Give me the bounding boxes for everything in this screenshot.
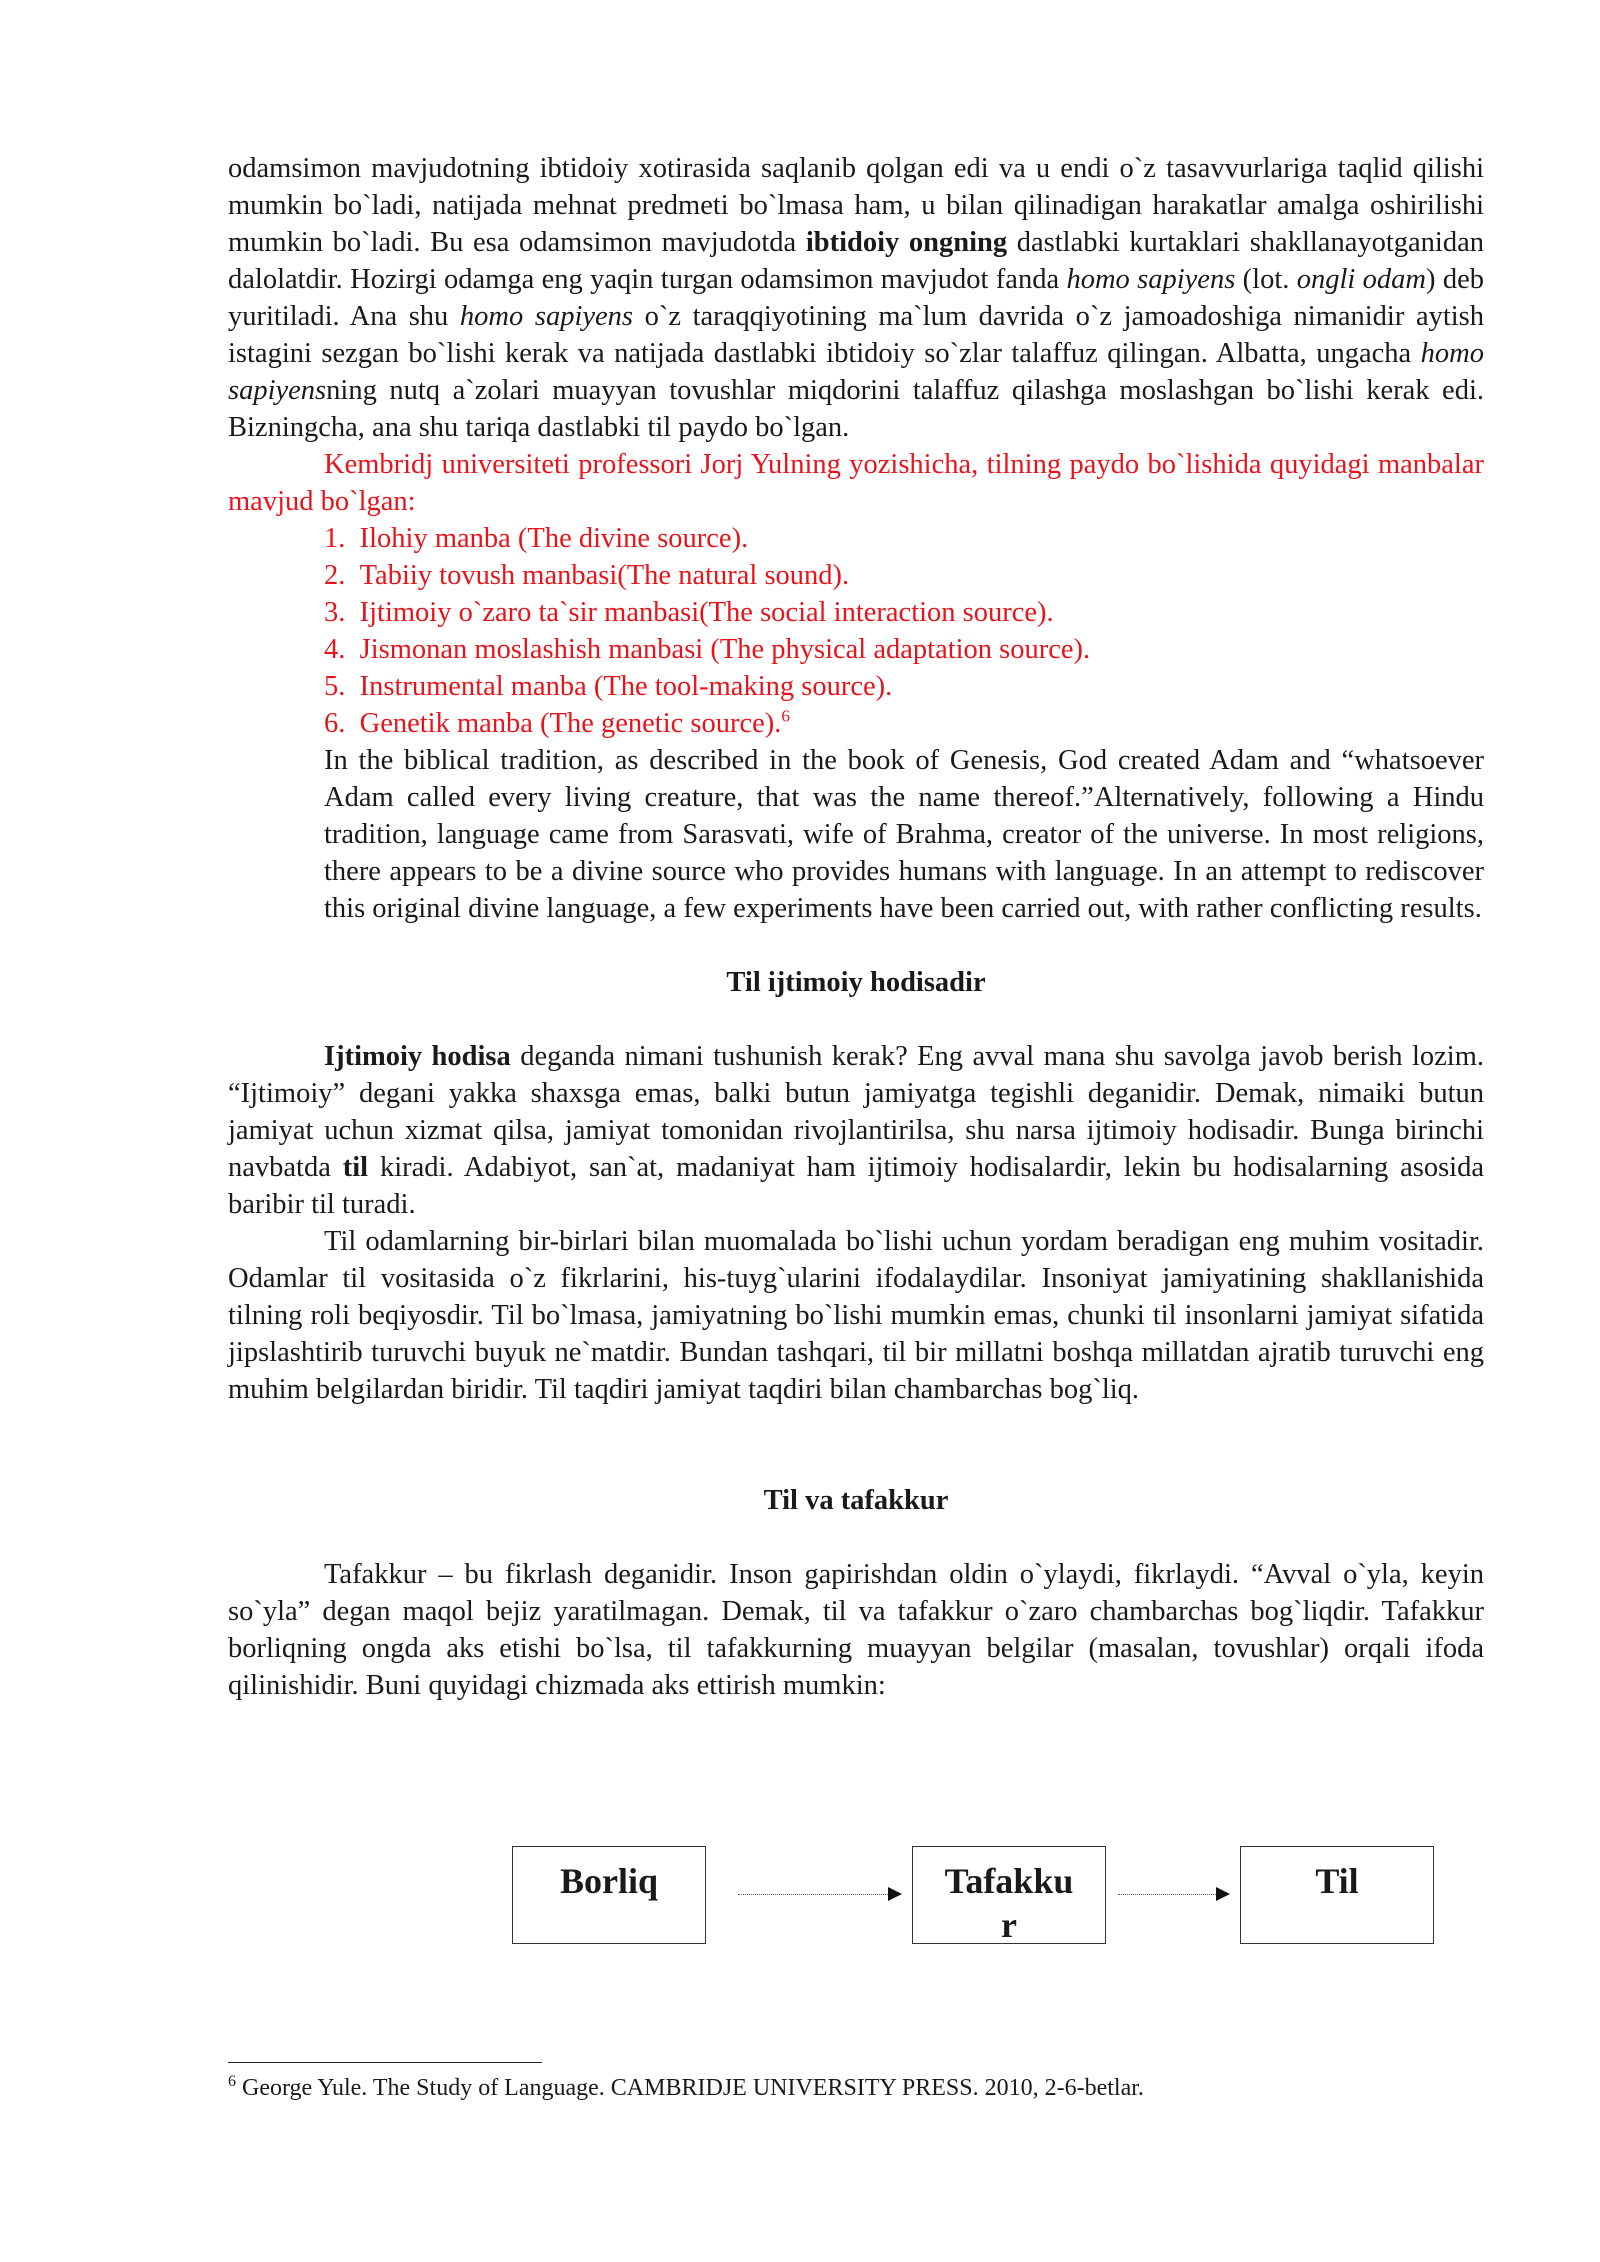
diagram-box-borliq: Borliq bbox=[512, 1846, 706, 1944]
section-heading-thought: Til va tafakkur bbox=[763, 1485, 949, 1516]
page-content bbox=[228, 150, 1485, 1945]
list-item: 6. Genetik manba (The genetic source).$^6$ bbox=[324, 706, 790, 739]
list-item: 3. Ijtimoiy o`zaro ta`sir manbasi(The social interaction source). bbox=[324, 597, 1054, 628]
list-item: 5. Instrumental manba (The tool-making source). bbox=[324, 671, 893, 702]
footnote-separator bbox=[228, 2062, 542, 2063]
flow-diagram bbox=[228, 1846, 1484, 1956]
diagram-box-tafakkur: Tafakku r bbox=[912, 1846, 1106, 1944]
list-item: 1. Ilohiy manba (The divine source). bbox=[324, 523, 749, 554]
paragraph-social-2: Til odamlarning bir-birlari bilan muomalada bo`lishi uchun yordam beradigan eng muhim vositadir. Odamlar til vositasida o`z fikrlarini, his-tuyg`ularini ifodalaydilar. Insoniyat jamiyatining shakllanishida tilning roli beqiyosdir. Til bo`lmasa, jamiyatning bo`lishi mumkin emas, chunki til insonlarni jamiyat sifatida jipslashtirib turuvchi buyuk ne`matdir. Bundan tashqari, til bir millatni boshqa millatdan ajratib turuvchi eng muhim belgilardan biridir. Til taqdiri jamiyat taqdiri bilan chambarchas bog`liq. bbox=[228, 1226, 1484, 1405]
arrow-icon bbox=[738, 1894, 900, 1897]
list-item: 2. Tabiiy tovush manbasi(The natural sound). bbox=[324, 560, 850, 591]
quote-paragraph: In the biblical tradition, as described in the book of Genesis, God created Adam and “whatsoever Adam called every living creature, that was the name thereof.”Alternatively, following a Hindu tradition, language came from Sarasvati, wife of Brahma, creator of the universe. In most religions, there appears to be a divine source who provides humans with language. In an attempt to rediscover this original divine language, a few experiments have been carried out, with rather conflicting results. bbox=[324, 745, 1484, 924]
footnote-text: George Yule. The Study of Language. CAMBRIDJE UNIVERSITY PRESS. 2010, 2-6-betlar. bbox=[236, 2075, 1144, 2101]
paragraph-origin: odamsimon mavjudotning ibtidoiy xotirasida saqlanib qolgan edi va u endi o`z tasavvurlariga taqlid qilishi mumkin bo`ladi, natijada mehnat predmeti bo`lmasa ham, u bilan qilinadigan harakatlar amalga oshirilishi mumkin bo`ladi. Bu esa odamsimon mavjudotda ibtidoiy ongning dastlabki kurtaklari shakllanayotganidan dalolatdir. Hozirgi odamga eng yaqin turgan odamsimon mavjudot fanda homo sapiyens (lot. ongli odam) deb yuritiladi. Ana shu homo sapiyens o`z taraqqiyotining ma`lum davrida o`z jamoadoshiga nimanidir aytish istagini sezgan bo`lishi kerak va natijada dastlabki ibtidoiy so`zlar talaffuz qilingan. Albatta, ungacha homo sapiyensning nutq a`zolari muayyan tovushlar miqdorini talaffuz qilashga moslashgan bo`lishi kerak edi. Bizningcha, ana shu tariqa dastlabki til paydo bo`lgan. bbox=[228, 153, 1485, 443]
paragraph-social-1: Ijtimoiy hodisa deganda nimani tushunish kerak? Eng avval mana shu savolga javob berish lozim. “Ijtimoiy” degani yakka shaxsga emas, balki butun jamiyatga tegishli deganidir. Demak, nimaiki butun jamiyat uchun xizmat qilsa, jamiyat tomonidan rivojlantirilsa, shu narsa ijtimoiy hodisadir. Bunga birinchi navbatda til kiradi. Adabiyot, san`at, madaniyat ham ijtimoiy hodisalardir, lekin bu hodisalarning asosida baribir til turadi. bbox=[228, 1041, 1484, 1220]
list-item: 4. Jismonan moslashish manbasi (The physical adaptation source). bbox=[324, 634, 1091, 665]
section-heading-social: Til ijtimoiy hodisadir bbox=[726, 967, 986, 998]
footnote-reference: 6 bbox=[781, 706, 790, 726]
footnote-mark: 6 bbox=[228, 2073, 236, 2090]
paragraph-yule-intro: Kembridj universiteti professori Jorj Yulning yozishicha, tilning paydo bo`lishida quyidagi manbalar mavjud bo`lgan: bbox=[228, 449, 1484, 517]
diagram-box-til: Til bbox=[1240, 1846, 1434, 1944]
footnote bbox=[228, 2073, 1144, 2103]
arrow-icon bbox=[1118, 1894, 1228, 1897]
paragraph-thought: Tafakkur – bu fikrlash deganidir. Inson gapirishdan oldin o`ylaydi, fikrlaydi. “Avval o`yla, keyin so`yla” degan maqol bejiz yaratilmagan. Demak, til va tafakkur o`zaro chambarchas bog`liqdir. Tafakkur borliqning ongda aks etishi bo`lsa, til tafakkurning muayyan belgilar (masalan, tovushlar) orqali ifoda qilinishidir. Buni quyidagi chizmada aks ettirish mumkin: bbox=[228, 1559, 1484, 1701]
source-list bbox=[228, 520, 1484, 742]
